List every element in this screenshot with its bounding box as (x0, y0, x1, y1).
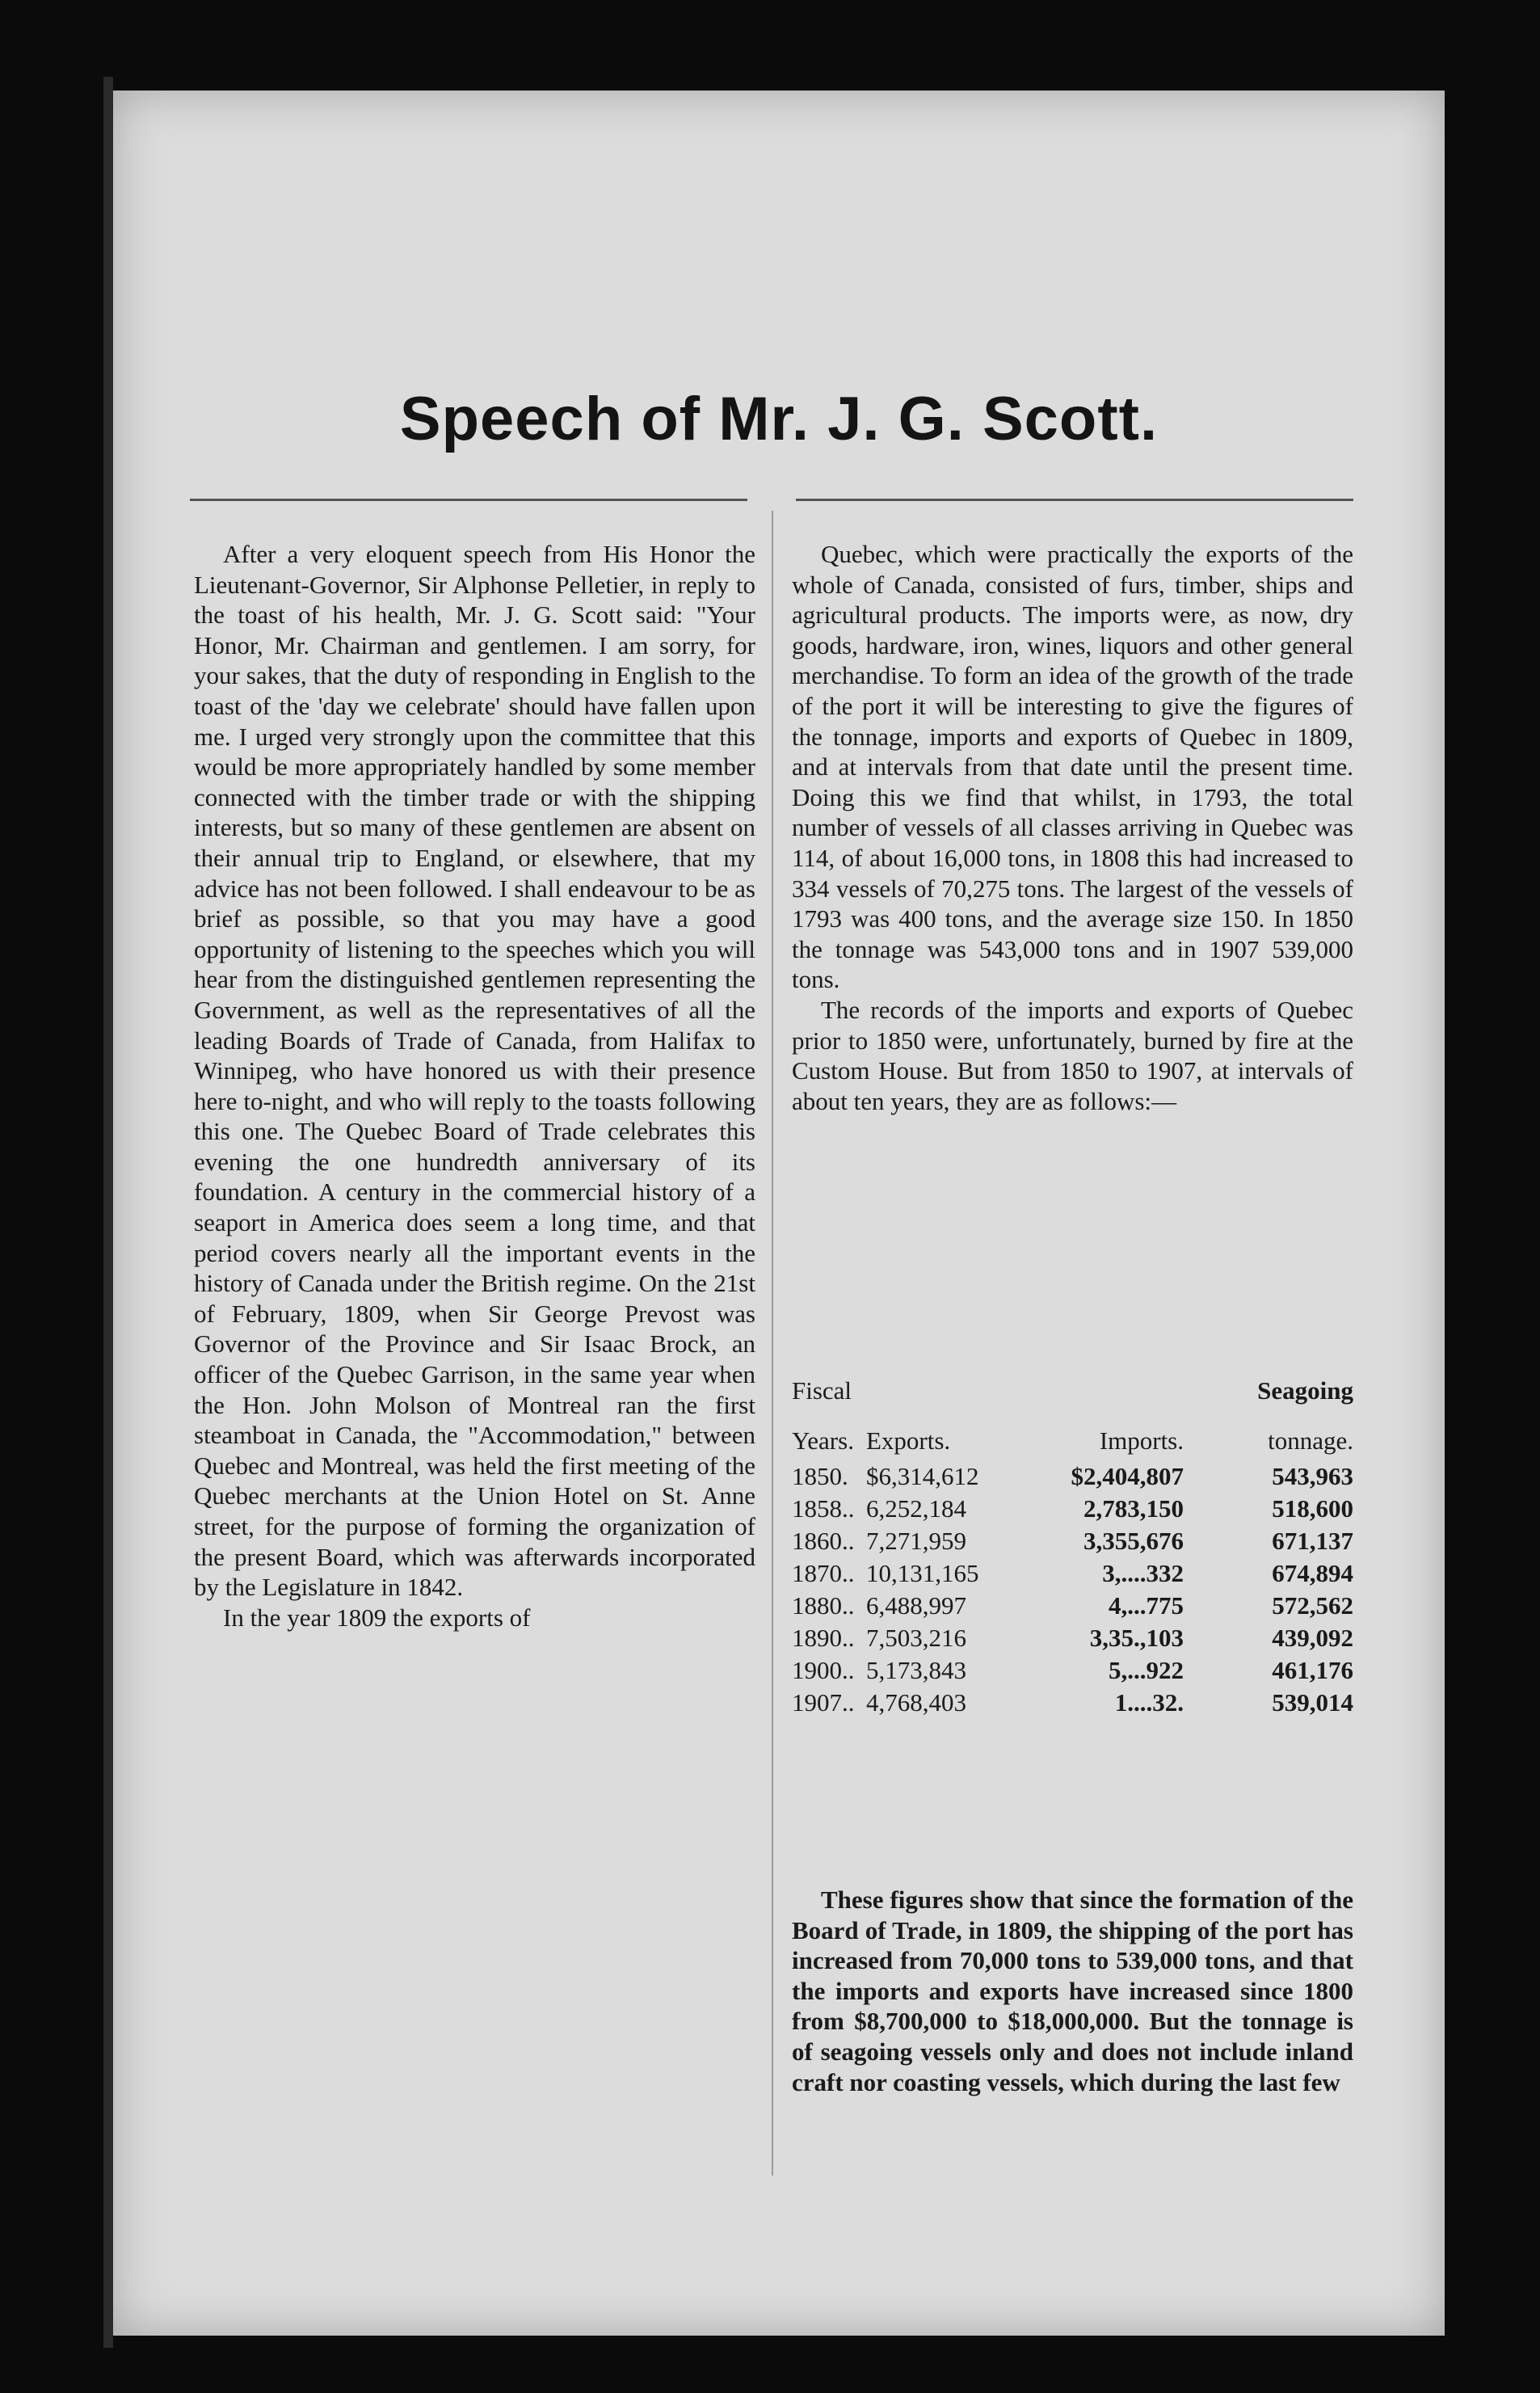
column-divider (772, 511, 773, 2176)
header-fiscal: Fiscal (792, 1376, 852, 1405)
binding-edge (103, 77, 113, 2348)
paragraph: In the year 1809 the exports of (223, 1603, 531, 1632)
cell-tonnage: 439,092 (1272, 1624, 1353, 1653)
cell-exports: 7,271,959 (866, 1527, 966, 1556)
cell-exports: 6,252,184 (866, 1494, 966, 1523)
cell-imports: 3,355,676 (1083, 1527, 1184, 1556)
paragraph: These figures show that since the formation of the Board of Trade, in 1809, the shipping of the port has increased from 70,000 tons to 539,000 tons, and that the imports and exports have increased since 1800 from $8,700,000 to $18,000,000. But the tonnage is of seagoing vessels only and does not include inland craft nor coasting vessels, which during the last few (792, 1885, 1353, 2096)
cell-exports: 10,131,165 (866, 1559, 979, 1588)
cell-tonnage: 674,894 (1272, 1559, 1353, 1588)
paragraph: The records of the imports and exports of Quebec prior to 1850 were, unfortunately, burned by fire at the Custom House. But from 1850 to 1907, at intervals of about ten years, they are as follows:— (792, 995, 1353, 1115)
table-row (792, 1525, 1353, 1557)
cell-imports: $2,404,807 (1071, 1462, 1184, 1491)
cell-exports: 6,488,997 (866, 1591, 966, 1620)
table-row (792, 1493, 1353, 1525)
cell-tonnage: 518,600 (1272, 1494, 1353, 1523)
cell-year: 1870.. (792, 1559, 855, 1588)
table-row (792, 1460, 1353, 1493)
page-title: Speech of Mr. J. G. Scott. (399, 385, 1159, 453)
cell-imports: 3,35.,103 (1089, 1624, 1184, 1653)
table-header (792, 1426, 1353, 1456)
cell-exports: 4,768,403 (866, 1688, 966, 1717)
cell-imports: 4,...775 (1109, 1591, 1184, 1620)
cell-exports: 7,503,216 (866, 1624, 966, 1653)
cell-year: 1880.. (792, 1591, 855, 1620)
cell-tonnage: 671,137 (1272, 1527, 1353, 1556)
header-exports: Exports. (866, 1426, 951, 1455)
cell-tonnage: 461,176 (1272, 1656, 1353, 1685)
cell-tonnage: 539,014 (1272, 1688, 1353, 1717)
header-tonnage: tonnage. (1268, 1426, 1353, 1455)
table-row (792, 1654, 1353, 1687)
trade-table (792, 1376, 1353, 1719)
cell-imports: 5,...922 (1109, 1656, 1184, 1685)
paragraph: After a very eloquent speech from His Honor the Lieutenant-Governor, Sir Alphonse Pelletier, in reply to the toast of his health, Mr. J. G. Scott said: "Your Honor, Mr. Chairman and gentlemen. I am sorry, for your sakes, that the duty of responding in English to the toast of the 'day we celebrate' should have fallen upon me. I urged very strongly upon the committee that this would be more appropriately handled by some member connected with the timber trade or with the shipping interests, but so many of these gentlemen are absent on their annual trip to England, or elsewhere, that my advice has not been followed. I shall endeavour to be as brief as possible, so that you may have a good opportunity of listening to the speeches which you will hear from the distinguished gentlemen representing the Government, as well as the representatives of all the leading Boards of Trade of Canada, from Halifax to Winnipeg, who have honored us with their presence here to-night, and who will reply to the toasts following this one. The Quebec Board of Trade celebrates this evening the one hundredth anniversary of its foundation. A century in the commercial history of a seaport in America does seem a long time, and that period covers nearly all the important events in the history of Canada under the British regime. On the 21st of February, 1809, when Sir George Prevost was Governor of the Province and Sir Isaac Brock, an officer of the Quebec Garrison, in the same year when the Hon. John Molson of Montreal ran the first steamboat in Canada, the "Accommodation," between Quebec and Montreal, was held the first meeting of the Quebec merchants at the Union Hotel on St. Anne street, for the purpose of forming the organization of the present Board, which was afterwards incorporated by the Legislature in 1842. (194, 540, 755, 1602)
header-seagoing: Seagoing (1257, 1376, 1353, 1405)
cell-year: 1858.. (792, 1494, 855, 1523)
cell-year: 1900.. (792, 1656, 855, 1685)
cell-imports: 2,783,150 (1083, 1494, 1184, 1523)
paragraph: Quebec, which were practically the exports of the whole of Canada, consisted of furs, timber, ships and agricultural products. The imports were, as now, dry goods, hardware, iron, wines, liquors and other general merchandise. To form an idea of the growth of the trade of the port it will be interesting to give the figures of the tonnage, imports and exports of Quebec in 1809, and at intervals from that date until the present time. Doing this we find that whilst, in 1793, the total number of vessels of all classes arriving in Quebec was 114, of about 16,000 tons, in 1808 this had increased to 334 vessels of 70,275 tons. The largest of the vessels of 1793 was 400 tons, and the average size 150. In 1850 the tonnage was 543,000 tons and in 1907 539,000 tons. (792, 540, 1353, 994)
table-header-top (792, 1376, 1353, 1406)
cell-imports: 1....32. (1114, 1688, 1184, 1717)
header-imports: Imports. (1099, 1426, 1184, 1455)
cell-year: 1890.. (792, 1624, 855, 1653)
title-rule-right (796, 499, 1353, 501)
cell-tonnage: 572,562 (1272, 1591, 1353, 1620)
cell-year: 1907.. (792, 1688, 855, 1717)
title-rule-left (190, 499, 747, 501)
closing-paragraph-block (792, 1885, 1353, 2097)
document-page (113, 91, 1445, 2336)
table-row (792, 1687, 1353, 1719)
table-row (792, 1557, 1353, 1590)
left-column (194, 539, 755, 1633)
header-years: Years. (792, 1426, 854, 1455)
table-row (792, 1622, 1353, 1654)
table-row (792, 1590, 1353, 1622)
cell-exports: 5,173,843 (866, 1656, 966, 1685)
right-column (792, 539, 1353, 1116)
cell-year: 1850. (792, 1462, 848, 1491)
cell-year: 1860.. (792, 1527, 855, 1556)
cell-exports: $6,314,612 (866, 1462, 979, 1491)
cell-imports: 3,....332 (1102, 1559, 1184, 1588)
cell-tonnage: 543,963 (1272, 1462, 1353, 1491)
